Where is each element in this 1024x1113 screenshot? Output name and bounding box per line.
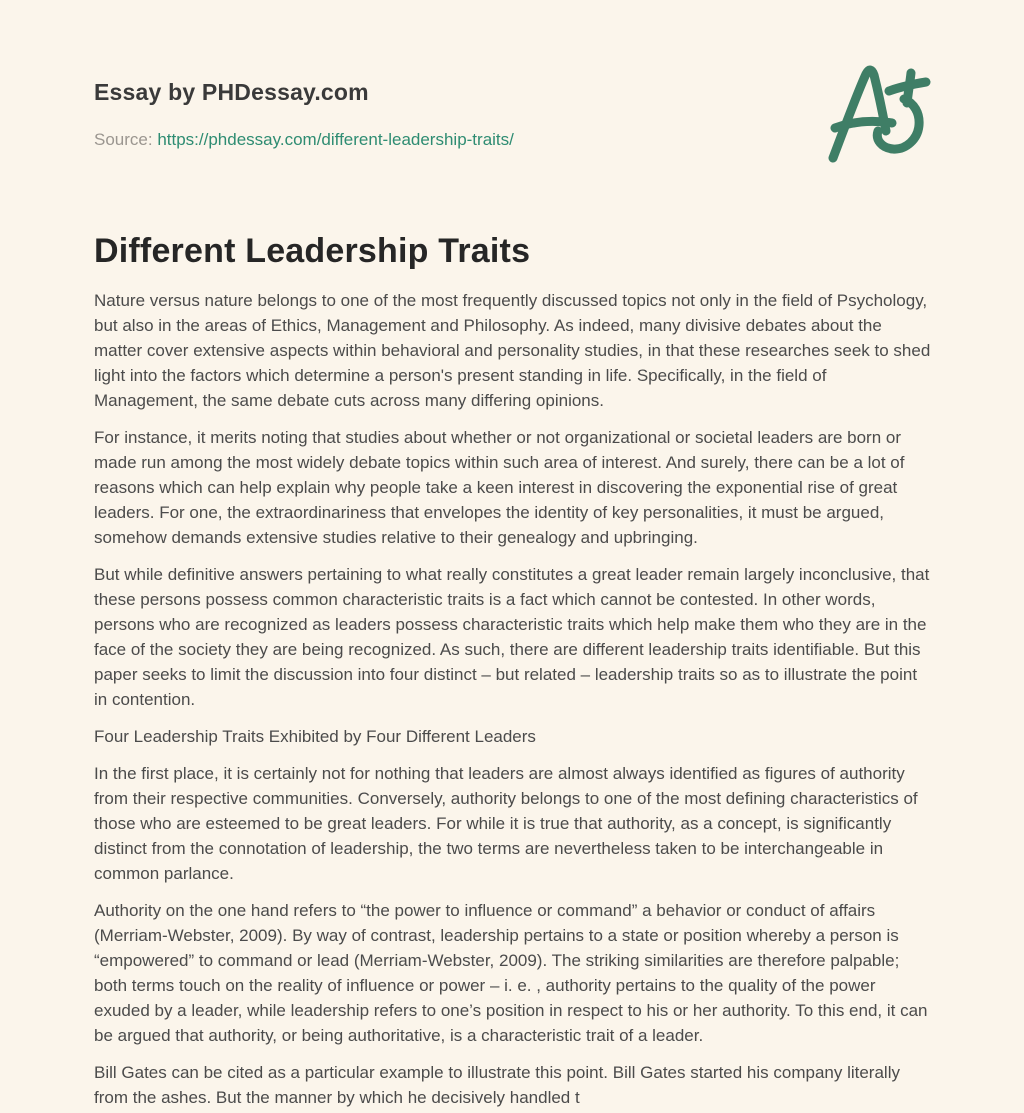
- source-link[interactable]: https://phdessay.com/different-leadership-traits/: [157, 130, 514, 149]
- section-heading: Four Leadership Traits Exhibited by Four Different Leaders: [94, 727, 536, 746]
- a-plus-logo-icon: [826, 57, 962, 183]
- essay-paragraph: Nature versus nature belongs to one of the most frequently discussed topics not only in the field of Psychology, but also in the areas of Ethics, Management and Philosophy. As indeed, many divisive debates about the matter cover extensive aspects within behavioral and personality studies, in that these researches seek to shed light into the factors which determine a person's present standing in life. Specifically, in the field of Management, the same debate cuts across many differing opinions.: [94, 291, 931, 410]
- essay-paragraph: For instance, it merits noting that studies about whether or not organizational or societal leaders are born or made run among the most widely debate topics within such area of interest. And surely, there can be a lot of reasons which can help explain why people take a keen interest in discovering the exponential rise of great leaders. For one, the extraordinariness that envelopes the identity of key personalities, it must be argued, somehow demands extensive studies relative to their genealogy and upbringing.: [94, 428, 905, 547]
- essay-paragraph: But while definitive answers pertaining to what really constitutes a great leader remain largely inconclusive, that these persons possess common characteristic traits is a fact which cannot be contested. In other words, persons who are recognized as leaders possess characteristic traits which help make them who they are in the face of the society they are being recognized. As such, there are different leadership traits identifiable. But this paper seeks to limit the discussion into four distinct – but related – leadership traits so as to illustrate the point in contention.: [94, 565, 930, 709]
- brand-title: Essay by PHDessay.com: [94, 79, 369, 105]
- essay-body: [94, 288, 932, 1110]
- essay-paragraph: Bill Gates can be cited as a particular example to illustrate this point. Bill Gates started his company literally from the ashes. But the manner by which he decisively handled t: [94, 1063, 900, 1107]
- phdessay-a-plus-logo: [826, 57, 962, 183]
- essay-title: Different Leadership Traits: [94, 232, 531, 270]
- source-label: Source:: [94, 130, 153, 149]
- essay-paragraph: In the first place, it is certainly not for nothing that leaders are almost always identified as figures of authority from their respective communities. Conversely, authority belongs to one of the most defining characteristics of those who are esteemed to be great leaders. For while it is true that authority, as a concept, is significantly distinct from the connotation of leadership, the two terms are nevertheless taken to be interchangeable in common parlance.: [94, 764, 918, 883]
- essay-paragraph: Authority on the one hand refers to “the power to influence or command” a behavior or conduct of affairs (Merriam-Webster, 2009). By way of contrast, leadership pertains to a state or position whereby a person is “empowered” to command or lead (Merriam-Webster, 2009). The striking similarities are therefore palpable; both terms touch on the reality of influence or power – i. e. , authority pertains to the quality of the power exuded by a leader, while leadership refers to one’s position in respect to his or her authority. To this end, it can be argued that authority, or being authoritative, is a characteristic trait of a leader.: [94, 901, 928, 1045]
- source-line: [94, 129, 932, 151]
